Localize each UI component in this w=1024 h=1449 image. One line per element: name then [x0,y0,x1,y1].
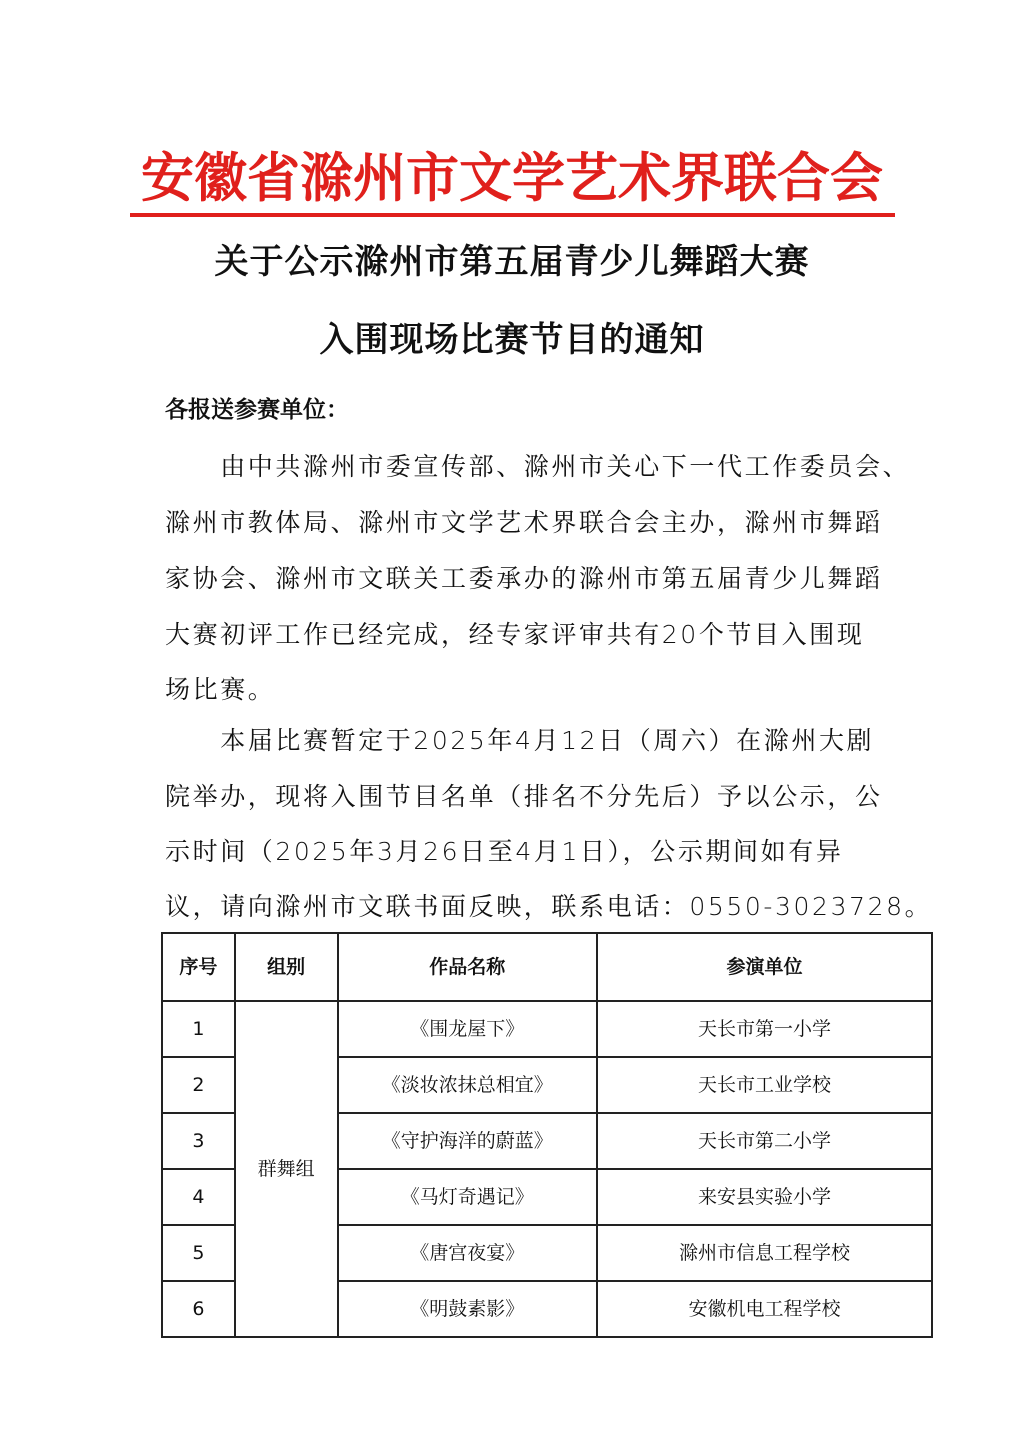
organization-header: 安徽省滁州市文学艺术界联合会 [141,147,883,209]
body-line: 议，请向滁州市文联书面反映，联系电话：0550-3023728。 [165,892,933,921]
header-no: 序号 [162,933,235,1001]
cell-work: 《唐宫夜宴》 [338,1225,597,1281]
cell-no: 4 [162,1169,235,1225]
table-header-row [162,933,932,1001]
header-unit: 参演单位 [597,933,932,1001]
notice-title-line2: 入围现场比赛节目的通知 [319,320,705,360]
body-line: 示时间（2025年3月26日至4月1日），公示期间如有异 [165,837,844,866]
cell-unit: 天长市工业学校 [597,1057,932,1113]
red-divider [130,213,895,217]
cell-no: 5 [162,1225,235,1281]
header-group: 组别 [235,933,338,1001]
cell-no: 3 [162,1113,235,1169]
cell-unit: 滁州市信息工程学校 [597,1225,932,1281]
cell-work: 《明鼓素影》 [338,1281,597,1337]
entries-table [161,932,933,1338]
cell-work: 《围龙屋下》 [338,1001,597,1057]
header-work: 作品名称 [338,933,597,1001]
body-line: 本届比赛暂定于2025年4月12日（周六）在滁州大剧 [165,726,875,755]
salutation: 各报送参赛单位： [165,396,349,423]
cell-unit: 天长市第二小学 [597,1113,932,1169]
body-line: 家协会、滁州市文联关工委承办的滁州市第五届青少儿舞蹈 [165,564,883,593]
cell-unit: 来安县实验小学 [597,1169,932,1225]
notice-title-line1: 关于公示滁州市第五届青少儿舞蹈大赛 [214,242,810,282]
table-row [162,1001,932,1057]
cell-unit: 安徽机电工程学校 [597,1281,932,1337]
body-line: 院举办，现将入围节目名单（排名不分先后）予以公示，公 [165,782,883,811]
body-line: 滁州市教体局、滁州市文学艺术界联合会主办，滁州市舞蹈 [165,508,883,537]
cell-work: 《淡妆浓抹总相宜》 [338,1057,597,1113]
cell-no: 6 [162,1281,235,1337]
cell-no: 1 [162,1001,235,1057]
cell-work: 《马灯奇遇记》 [338,1169,597,1225]
body-line: 由中共滁州市委宣传部、滁州市关心下一代工作委员会、 [165,452,911,481]
body-line: 大赛初评工作已经完成，经专家评审共有20个节目入围现 [165,620,865,649]
cell-group: 群舞组 [235,1001,338,1337]
cell-work: 《守护海洋的蔚蓝》 [338,1113,597,1169]
cell-no: 2 [162,1057,235,1113]
body-line: 场比赛。 [165,675,276,704]
cell-unit: 天长市第一小学 [597,1001,932,1057]
